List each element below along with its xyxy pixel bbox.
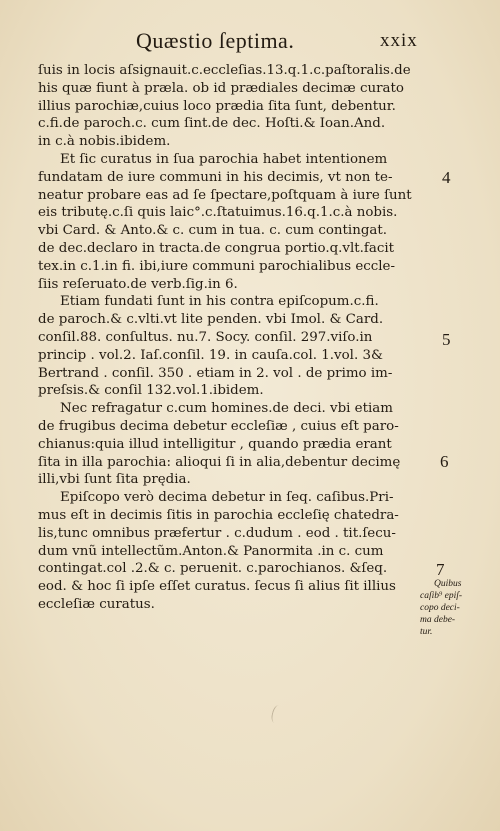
paragraph [38,293,430,400]
text-line: de dec.declaro in tracta.de congrua portio.q.vlt.facit [38,240,395,256]
text-line: Bertrand . conſil. 350 . etiam in 2. vol . de primo im- [38,365,393,381]
gloss-line: caſib⁹ epiſ- [420,591,463,601]
text-line: de paroch.& c.vlti.vt lite penden. vbi Imol. & Card. [38,312,384,328]
text-line: Et ſic curatus in ſua parochia habet intentionem [60,151,388,167]
text-line: illius parochiæ,cuius loco prædia ſita ſunt, debentur. [38,98,396,114]
text-line: mus eſt in decimis ſitis in parochia eccleſię chatedra- [38,507,399,523]
text-line: illi,vbi ſunt ſita prędia. [38,472,191,488]
text-line: dum vnũ intellectũm.Anton.& Panormita .in c. cum [38,543,384,559]
gloss-line: copo deci- [420,603,460,613]
text-line: Nec refragatur c.cum homines.de deci. vbi etiam [60,401,393,417]
text-line: ſiis reſeruato.de verb.ſig.in 6. [38,276,238,292]
running-title: Quæstio ſeptima. [136,28,295,53]
text-line: eis tributę.c.ſi quis laic°.c.ſtatuimus.16.q.1.c.à nobis. [38,205,398,221]
margin-number: 4 [442,168,451,187]
paper-mark [270,704,283,724]
text-line: his quæ fiunt à præla. ob id prædiales decimæ curato [38,80,404,96]
text-line: contingat.col .2.& c. peruenit. c.parochianos. &ſeq. [38,561,388,577]
text-line: tex.in c.1.in fi. ibi,iure communi parochialibus eccle- [38,258,395,274]
text-line: ſuis in locis aſsignauit.c.eccleſias.13.q.1.c.paſtoralis.de [38,63,411,78]
page-header [0,28,500,58]
text-line: lis,tunc omnibus præfertur . c.dudum . eod . tit.ſecu- [38,525,396,541]
text-line: fundatam de iure communi in his decimis, vt non te- [38,169,393,185]
margin-number: 7 [436,560,445,579]
paragraph [38,151,430,293]
text-line: in c.à nobis.ibidem. [38,134,171,150]
text-line: ſita in illa parochia: alioqui ſi in alia,debentur decimę [38,454,401,470]
paragraph [38,400,430,489]
text-line: preſsis.& conſil 132.vol.1.ibidem. [38,383,264,399]
text-line: de frugibus decima debetur eccleſiæ , cuius eſt paro- [38,418,399,434]
text-line: Epiſcopo verò decima debetur in ſeq. caſibus.Pri- [60,490,394,506]
folio-number: xxix [380,30,418,51]
marginal-gloss [416,578,500,638]
margin-number: 5 [442,330,451,349]
margin-number: 6 [440,452,449,471]
paragraph [38,62,430,151]
text-line: eod. & hoc ſi ipſe eſſet curatus. ſecus ſi alius ſit illius [38,579,396,595]
text-line: conſil.88. conſultus. nu.7. Socy. conſil. 297.viſo.in [38,329,373,345]
text-line: Etiam fundati ſunt in his contra epiſcopum.c.fi. [60,294,379,310]
gloss-line: tur. [420,627,433,637]
text-line: chianus:quia illud intelligitur , quando prædia erant [38,436,392,452]
text-line: neatur probare eas ad ſe ſpectare,poſtquam à iure ſunt [38,187,412,203]
gloss-line: Quibus [434,579,462,589]
text-line: c.fi.de paroch.c. cum ſint.de dec. Hoſti.& Ioan.And. [38,116,386,132]
body-text [38,62,430,614]
gloss-line: ma debe- [420,615,456,625]
text-line: princip . vol.2. Iaſ.conſil. 19. in cauſa.col. 1.vol. 3& [38,347,383,363]
text-line: vbi Card. & Anto.& c. cum in tua. c. cum contingat. [38,223,388,239]
paragraph [38,489,430,614]
text-line: eccleſiæ curatus. [38,596,155,612]
